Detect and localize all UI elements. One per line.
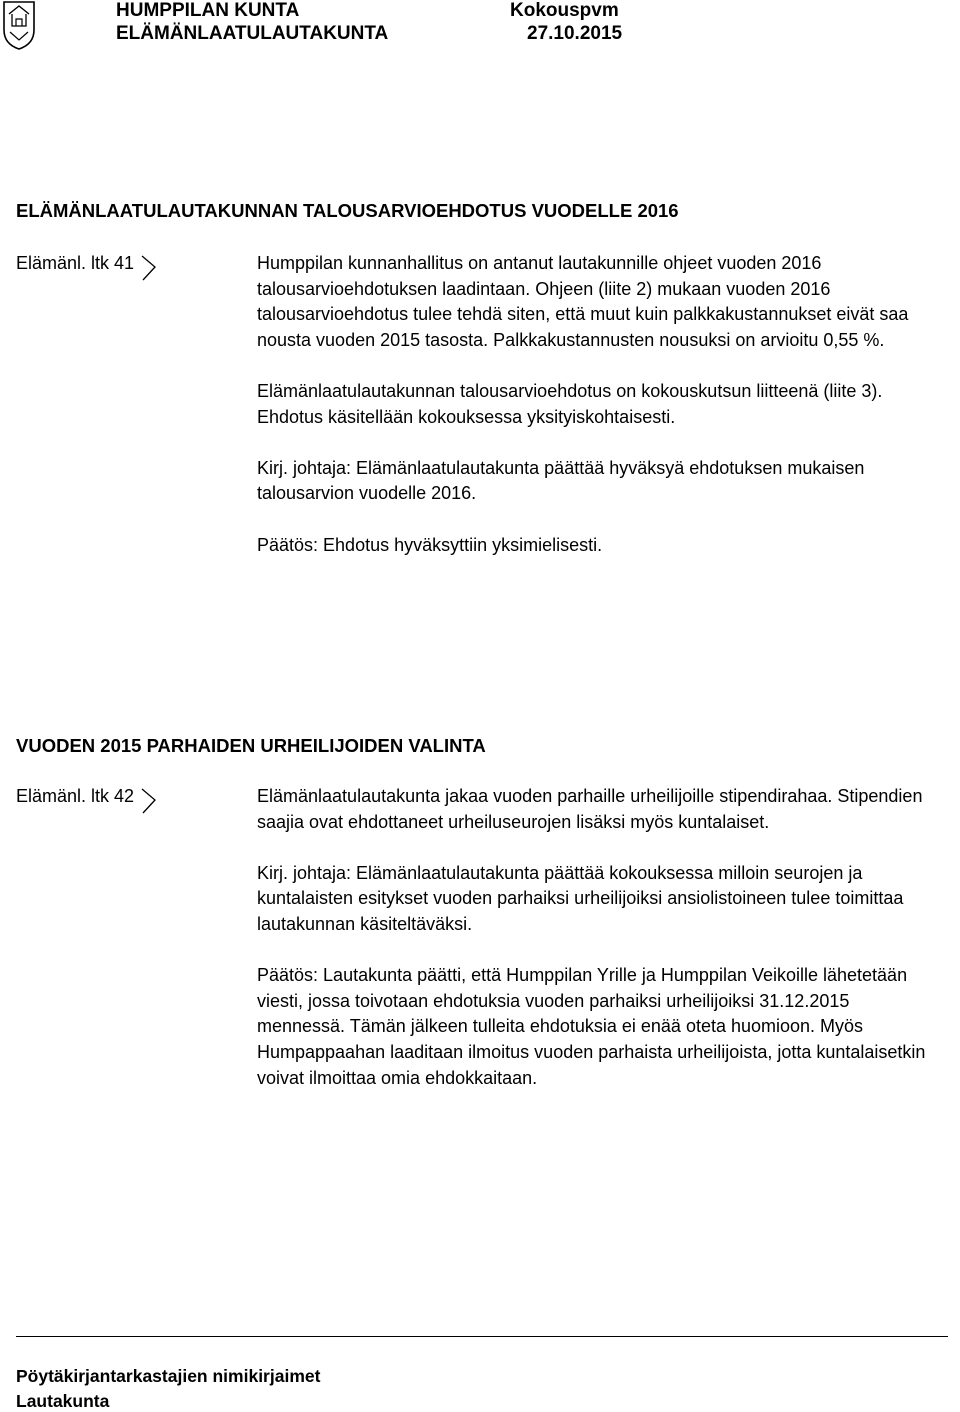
section-marker-icon <box>140 786 158 816</box>
footer-divider <box>16 1336 948 1337</box>
section-title-42: VUODEN 2015 PARHAIDEN URHEILIJOIDEN VALINTA <box>16 735 486 756</box>
meeting-date-label: Kokouspvm <box>510 0 619 21</box>
decision-paragraph: Päätös: Ehdotus hyväksyttiin yksimielisesti. <box>257 534 603 555</box>
section-body-42 <box>257 784 937 1091</box>
section-body-41 <box>257 251 937 558</box>
municipality-crest-icon <box>2 0 36 50</box>
section-marker-icon <box>140 253 158 283</box>
paragraph: Elämänlaatulautakunta jakaa vuoden parhaille urheilijoille stipendirahaa. Stipendien saajia ovat ehdottaneet urheiluseurojen lisäksi myös kuntalaiset. <box>257 786 923 832</box>
board-name: ELÄMÄNLAATULAUTAKUNTA <box>116 23 389 44</box>
section-label-42 <box>16 786 158 816</box>
paragraph: Kirj. johtaja: Elämänlaatulautakunta päättää kokouksessa milloin seurojen ja kuntalaisten esitykset vuoden parhaiksi urheilijoiksi ansiolistoineen tulee toimittaa lautakunnan käsiteltäväksi. <box>257 862 904 934</box>
municipality-name: HUMPPILAN KUNTA <box>116 0 300 21</box>
section-label-text: Elämänl. ltk 41 <box>16 253 135 273</box>
section-title-41: ELÄMÄNLAATULAUTAKUNNAN TALOUSARVIOEHDOTUS VUODELLE 2016 <box>16 200 679 221</box>
footer-board-label: Lautakunta <box>16 1391 110 1411</box>
footer-initials-label: Pöytäkirjantarkastajien nimikirjaimet <box>16 1366 321 1386</box>
decision-paragraph: Päätös: Lautakunta päätti, että Humppilan Yrille ja Humppilan Veikoille lähetetään viesti, jossa toivotaan ehdotuksia vuoden parhaiksi urheilijoiksi 31.12.2015 mennessä. Tämän jälkeen tulleita ehdotuksia ei enää oteta huomioon. Myös Humpappaahan laaditaan ilmoitus vuoden parhaista urheilijoista, jotta kuntalaisetkin voivat ilmoittaa omia ehdokkaitaan. <box>257 965 926 1088</box>
paragraph: Elämänlaatulautakunnan talousarvioehdotus on kokouskutsun liitteenä (liite 3). Ehdotus käsitellään kokouksessa yksityiskohtaisesti. <box>257 380 883 427</box>
paragraph: Humppilan kunnanhallitus on antanut lautakunnille ohjeet vuoden 2016 talousarvioehdotuksen laadintaan. Ohjeen (liite 2) mukaan vuoden 2016 talousarvioehdotus tulee tehdä siten, että muut kuin palkkakustannukset eivät saa nousta vuoden 2015 tasosta. Palkkakustannusten nousuksi on arvioitu 0,55 %. <box>257 253 909 350</box>
paragraph: Kirj. johtaja: Elämänlaatulautakunta päättää hyväksyä ehdotuksen mukaisen talousarvion vuodelle 2016. <box>257 457 865 504</box>
meeting-date: 27.10.2015 <box>527 23 623 44</box>
section-label-41 <box>16 253 158 283</box>
section-label-text: Elämänl. ltk 42 <box>16 786 135 806</box>
